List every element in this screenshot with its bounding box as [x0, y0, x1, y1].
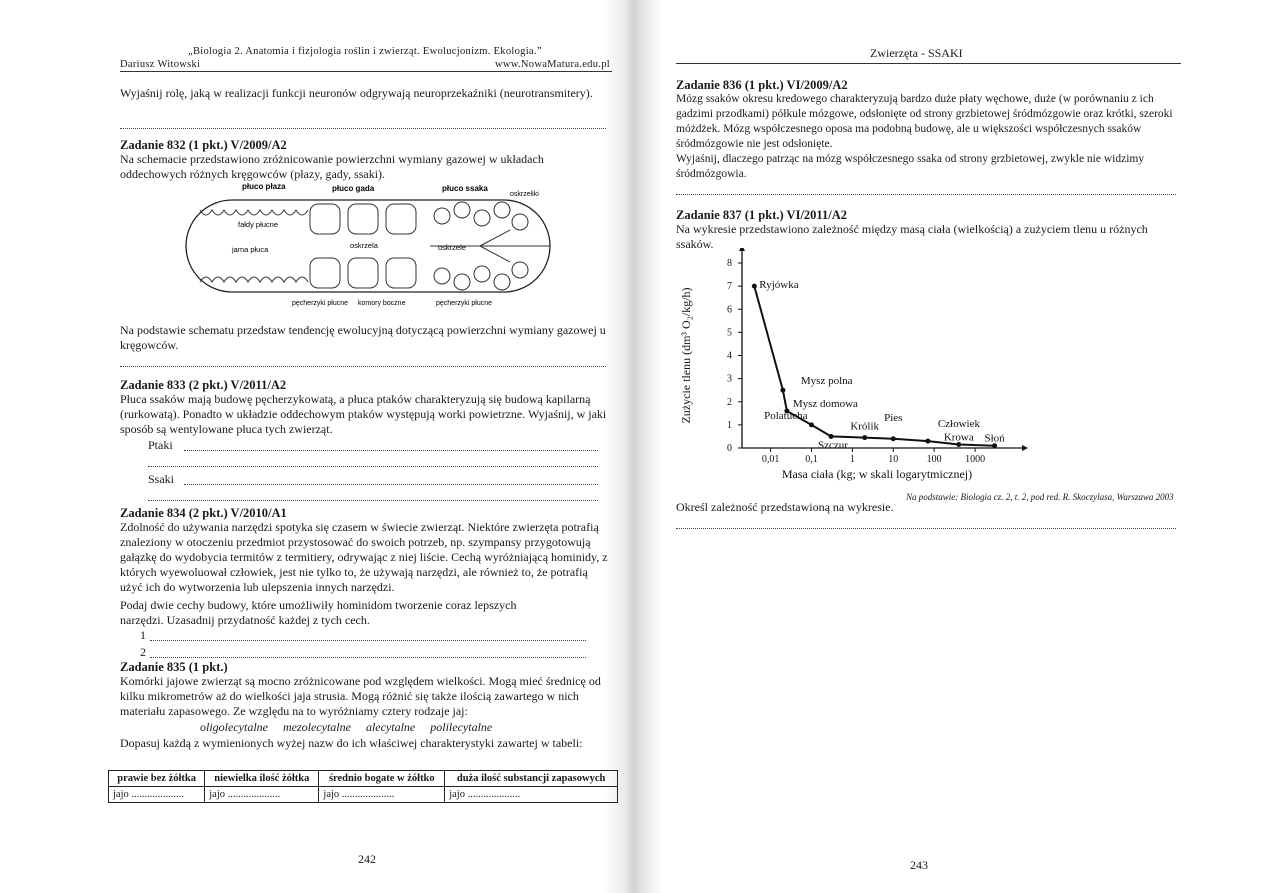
task-837-heading: Zadanie 837 (1 pkt.) VI/2011/A2: [676, 208, 847, 222]
label-bronchus: oskrzele: [438, 243, 466, 252]
table-answer-cell[interactable]: jajo ....................: [109, 787, 205, 803]
task-833-body: Płuca ssaków mają budowę pęcherzykowatą, a płuca ptaków charakteryzują się budową kapilarną (rurkowatą). Ponadto w układzie oddechowym ptaków występują worki powietrzne. Wyjaśnij, w jaki sposób są wentylowane płuca tych zwierząt.: [120, 392, 607, 436]
task-835-heading: Zadanie 835 (1 pkt.): [120, 660, 228, 674]
x-tick-label: 10: [888, 454, 899, 465]
y-tick-label: 4: [727, 350, 732, 362]
data-point-label: Człowiek: [937, 418, 981, 431]
y-tick-label: 1: [727, 419, 732, 431]
oxygen-consumption-chart: [676, 248, 1056, 488]
table-answer-cell[interactable]: jajo ....................: [445, 787, 618, 803]
label-side-chambers: komory boczne: [358, 300, 406, 307]
data-point-label: Mysz polna: [800, 375, 853, 388]
answer-number-1: 1: [140, 628, 146, 642]
label-bronchioles: oskrzeliki: [510, 191, 539, 198]
x-axis-arrow: [1022, 445, 1028, 451]
url-header: www.NowaMatura.edu.pl: [495, 59, 610, 70]
answer-number-2: 2: [140, 645, 146, 659]
author-header: Dariusz Witowski: [120, 59, 201, 70]
data-point: [828, 434, 833, 439]
task-836-heading: Zadanie 836 (1 pkt.) VI/2009/A2: [676, 78, 848, 92]
x-tick-label: 100: [926, 454, 942, 465]
table-header-row: [109, 771, 618, 787]
answer-line-mammals[interactable]: [184, 484, 598, 485]
answer-line-2[interactable]: [150, 657, 586, 658]
y-tick-label: 6: [727, 304, 732, 316]
egg-types-table: [108, 770, 618, 803]
task-835-question: Dopasuj każdą z wymienionych wyżej nazw do ich właściwej charakterystyki zawartej w tabeli:: [120, 736, 583, 750]
label-alveoli-1: pęcherzyki płucne: [292, 300, 349, 307]
page-number-right: 243: [910, 858, 928, 872]
y-tick-label: 2: [727, 396, 732, 408]
x-axis-title: Masa ciała (kg; w skali logarytmicznej): [781, 467, 973, 481]
table-header: duża ilość substancji zapasowych: [445, 771, 618, 787]
x-tick-label: 1000: [965, 454, 986, 465]
task-832-heading: Zadanie 832 (1 pkt.) V/2009/A2: [120, 138, 287, 152]
label-bronchi: oskrzela: [350, 241, 378, 250]
y-axis-arrow: [739, 248, 745, 251]
task-832-question: Na podstawie schematu przedstaw tendencję ewolucyjną dotyczącą powierzchni wymiany gazowej u kręgowców.: [120, 323, 606, 352]
x-tick-label: 0,1: [805, 454, 818, 465]
table-answer-cell[interactable]: jajo ....................: [319, 787, 445, 803]
lung-diagram: [180, 180, 560, 320]
task-837-question: Określ zależność przedstawioną na wykresie.: [676, 500, 894, 514]
figure-source: Na podstawie: Biologia cz. 2, t. 2, pod red. R. Skoczylasa, Warszawa 2003: [906, 492, 1174, 502]
task-832-body: Na schemacie przedstawiono zróżnicowanie powierzchni wymiany gazowej w układach oddechowych różnych kręgowców (płazy, gady, ssaki).: [120, 152, 544, 181]
intro-question: Wyjaśnij rolę, jaką w realizacji funkcji neuronów odgrywają neuroprzekaźniki (neurotransmitery).: [120, 86, 593, 100]
data-point: [891, 436, 896, 441]
answer-line[interactable]: [148, 500, 598, 501]
data-point-label: Pies: [884, 411, 903, 424]
label-mammals: Ssaki: [148, 472, 175, 486]
table-header: średnio bogate w żółtko: [319, 771, 445, 787]
table-answer-cell[interactable]: jajo ....................: [205, 787, 319, 803]
label-reptile-lung: płuco gada: [332, 184, 375, 193]
task-836-question: Wyjaśnij, dlaczego patrząc na mózg współczesnego ssaka od strony grzbietowej, zwykle nie widzimy śródmózgowia.: [676, 153, 1145, 180]
label-amphibian-lung: płuco płaza: [242, 182, 286, 191]
header-rule: [676, 63, 1181, 64]
table-row: [109, 787, 618, 803]
table-header: prawie bez żółtka: [109, 771, 205, 787]
table-header: niewielka ilość żółtka: [205, 771, 319, 787]
y-tick-label: 0: [727, 443, 732, 454]
data-point-label: Polatucha: [764, 409, 808, 422]
y-tick-label: 7: [727, 281, 732, 293]
answer-line[interactable]: [676, 528, 1176, 529]
task-834-body: Zdolność do używania narzędzi spotyka się czasem w świecie zwierząt. Niektóre zwierzęta potrafią znaleziony w otoczeniu przedmiot przystosować do swoich potrzeb, np. szympansy przygotowują gałązkę do wydobycia termitów z termitiery, odrywając z niej liście. Cechą wyróżniającą hominidy, z których wyewoluował człowiek, jest nie tylko to, że używają narzędzi, ale również to, że potrafią użyć ich do wytworzenia lub ulepszenia innych narzędzi.: [120, 520, 608, 594]
y-tick-label: 3: [727, 373, 732, 385]
data-point-label: Słoń: [984, 432, 1005, 445]
data-point-label: Szczur: [818, 439, 848, 452]
y-tick-label: 5: [727, 327, 732, 339]
amphibian-folds-bottom: [200, 277, 308, 282]
page-number-left: 242: [358, 852, 376, 866]
answer-line[interactable]: [120, 366, 606, 367]
task-834-heading: Zadanie 834 (2 pkt.) V/2010/A1: [120, 506, 287, 520]
answer-line-1[interactable]: [150, 640, 586, 641]
chapter-header: Zwierzęta - SSAKI: [870, 46, 963, 60]
data-point-label: Królik: [850, 420, 880, 433]
data-point: [752, 284, 757, 289]
book-title-header: „Biologia 2. Anatomia i fizjologia roślin i zwierząt. Ewolucjonizm. Ekologia.”: [188, 46, 542, 57]
label-alveoli-2: pęcherzyki płucne: [436, 300, 493, 307]
label-birds: Ptaki: [148, 438, 173, 452]
y-axis-title: Zużycie tlenu (dm³ O₂/kg/h): [679, 287, 693, 424]
task-835-body: Komórki jajowe zwierząt są mocno zróżnicowane pod względem wielkości. Mogą mieć średnicę od kilku mikrometrów aż do wielkości jaja strusia. Mogą różnić się także ilością zawartego w nich materiału zapasowego. Ze względu na to wyróżniamy cztery rodzaje jaj:: [120, 674, 601, 718]
answer-line[interactable]: [120, 128, 606, 129]
task-837-body: Na wykresie przedstawiono zależność między masą ciała (wielkością) a zużyciem tlenu u różnych ssaków.: [676, 222, 1148, 251]
task-834-question: Podaj dwie cechy budowy, które umożliwiły hominidom tworzenie coraz lepszych narzędzi. Uzasadnij przydatność każdej z tych cech.: [120, 598, 517, 627]
answer-line-birds[interactable]: [184, 450, 598, 451]
label-lung-cavity: jama płuca: [232, 245, 269, 254]
y-tick-label: 8: [727, 258, 732, 269]
data-point: [809, 422, 814, 427]
header-rule: [120, 71, 612, 72]
data-point: [862, 435, 867, 440]
data-point-label: Krowa: [943, 431, 974, 444]
x-tick-label: 1: [849, 454, 855, 465]
task-833-heading: Zadanie 833 (2 pkt.) V/2011/A2: [120, 378, 287, 392]
egg-types-list: oligolecytalne mezolecytalne alecytalne polilecytalne: [200, 720, 493, 734]
data-point: [780, 388, 785, 393]
amphibian-folds-top: [200, 210, 308, 215]
data-point: [925, 439, 930, 444]
label-lung-folds: fałdy płucne: [238, 220, 279, 229]
task-836-body: Mózg ssaków okresu kredowego charakteryzują bardzo duże płaty węchowe, duże (w porównaniu z ich gadzimi przodkami) półkule mózgowe, odsłonięte od strony grzbietowej śródmózgowie oraz krótki, szeroki móżdżek. Mózg współczesnego oposa ma podobną budowę, ale u większości współczesnych ssaków śródmózgowie nie jest odsłonięte.: [676, 93, 1173, 150]
right-page: [630, 0, 1263, 893]
x-tick-label: 0,01: [761, 454, 780, 465]
answer-line[interactable]: [676, 194, 1176, 195]
data-point-label: Ryjówka: [759, 279, 799, 292]
answer-line[interactable]: [148, 466, 598, 467]
data-point-label: Mysz domowa: [792, 398, 858, 410]
label-mammal-lung: płuco ssaka: [442, 184, 488, 193]
left-page: [0, 0, 630, 893]
